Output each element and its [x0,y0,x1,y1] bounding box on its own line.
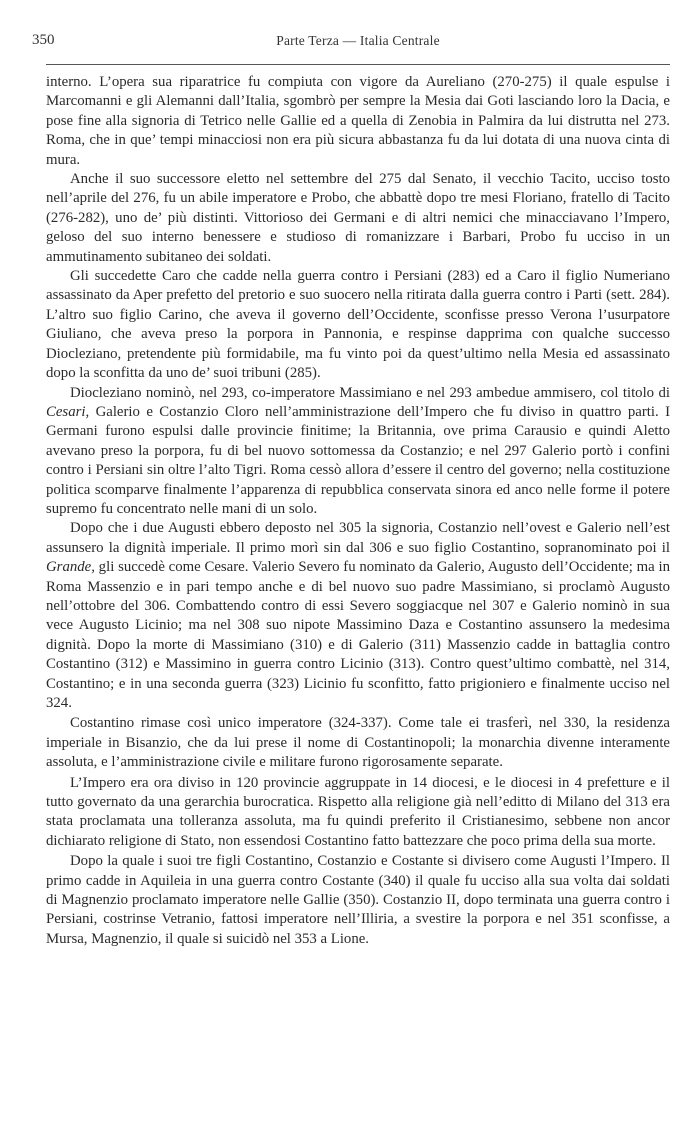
running-head [32,28,670,50]
paragraph-augusti [46,519,670,713]
header-divider [46,64,670,65]
paragraph-tacito-probo: Anche il suo successore eletto nel settembre del 275 dal Senato, il vecchio Tacito, ucciso tosto nell’aprile del 276, fu un abile imperatore e Probo, che abbattè dopo tre mesi Floriano, fratello di Tacito (276-282), uno de’ più distinti. Vittorioso dei Germani e di altri nemici che minacciavano l’Impero, geloso del suo interno benessere e studioso di romanizzare i Barbari, Probo fu ucciso in un ammutinamento subitaneo dei soldati. [46,171,670,265]
italic-term: Grande [46,559,92,576]
paragraph-caro-carino: Gli succedette Caro che cadde nella guerra contro i Persiani (283) ed a Caro il figlio Numeriano assassinato da Aper prefetto del pretorio e suo suocero nella ritirata dalla guerra contro i Parti (sett. 284). L’altro suo figlio Carino, che aveva il governo dell’Occidente, sconfisse presso Verona l’usurpatore Giuliano, che aveva preso la porpora in Pannonia, e respinse dapprima con qualche successo Diocleziano, pretendente più formidabile, ma fu vinto poi da quest’ultimo nella Mesia ed assassinato dopo la sconfitta da uno de’ suoi tribuni (285). [46,268,670,382]
text-segment: , gli succedè come Cesare. Valerio Severo fu nominato da Galerio, Augusto dell’Occidente; ma in Roma Massenzio e in pari tempo anche e di bel nuovo suo padre Massimiano, si proclamò Augusto nell’ottobre del 306. Combattendo contro di essi Severo soggiacque nel 307 e Galerio nominò in sua vece Augusto Licinio; ma nel 308 suo nipote Massimino Daza e Costantino assunsero la medesima dignità. Dopo la morte di Massimiano (310) e di Galerio (311) Massenzio cadde in battaglia contro Costantino (312) e Massimino in guerra contro Licinio (313). Contro quest’ultimo combattè, nel 314, Costantino; e in una seconda guerra (323) Licinio fu sconfitto, fatto prigioniero e finalmente ucciso nel 324. [46,559,670,711]
text-segment: Dopo che i due Augusti ebbero deposto nel 305 la signoria, Costanzio nell’ovest e Galerio nell’est assunsero la dignità imperiale. Il primo morì sin dal 306 e suo figlio Costantino, sopranominato poi il [46,520,670,556]
page-number: 350 [32,32,55,48]
text-segment: , Galerio e Costanzio Cloro nell’amministrazione dell’Impero che fu diviso in quattro parti. I Germani furono espulsi dalle provincie finitime; la Britannia, ove prima Carausio e quindi Aletto avevano preso la porpora, fu di bel nuovo sottomessa da Costanzio; e nel 297 Galerio portò i confini contro i Persiani sin oltre l’alto Tigri. Roma cessò allora d’essere il centro del governo; nella costituzione politica scomparve finalmente l’apparenza di repubblica conservata sinora ed anco nelle forme il potere supremo fu concentrato nelle mani di un solo. [46,403,670,517]
running-title: Parte Terza — Italia Centrale [276,33,440,48]
body-text [46,73,670,949]
paragraph-impero-diviso: L’Impero era ora diviso in 120 provincie aggruppate in 14 diocesi, e le diocesi in 4 prefetture e il tutto governato da una gerarchia burocratica. Rispetto alla religione già nell’editto di Milano del 313 era stata proclamata una tolleranza assoluta, ma fu quindi preferito il Cristianesimo, sebbene non ancor dichiarato religione di Stato, non essendosi Costantino fatto battezzare che poco prima della sua morte. [46,774,670,849]
italic-term: Cesari [46,403,86,420]
paragraph-diocleziano [46,384,670,520]
paragraph-costantino: Costantino rimase così unico imperatore (324-337). Come tale ei trasferì, nel 330, la residenza imperiale in Bisanzio, che da lui prese il nome di Costantinopoli; la monarchia divenne interamente assoluta, e l’amministrazione civile e militare furono rigorosamente separate. [46,715,670,771]
paragraph-figli-costantino: Dopo la quale i suoi tre figli Costantino, Costanzio e Costante si divisero come Augusti l’Impero. Il primo cadde in Aquileia in una guerra contro Costante (340) il quale fu ucciso alla sua volta dai soldati di Magnenzio proclamato imperatore nelle Gallie (350). Costanzio II, dopo terminata una guerra contro i Persiani, costrinse Vetranio, fattosi imperatore nell’Illiria, a svestire la porpora e nel 351 sconfisse, a Mursa, Magnenzio, il quale si suicidò nel 353 a Lione. [46,853,670,947]
paragraph-continuation: interno. L’opera sua riparatrice fu compiuta con vigore da Aureliano (270-275) il quale espulse i Marcomanni e gli Alemanni dall’Italia, sgombrò per sempre la Mesia dai Goti lasciando loro la Dacia, e pose fine alla signoria di Tetrico nelle Gallie ed a quella di Zenobia in Palmira da lui distrutta nel 273. Roma, che in que’ tempi minacciosi non era più sicura abbastanza fu da lui dotata di una nuova cinta di mura. [46,74,670,168]
text-segment: Diocleziano nominò, nel 293, co-imperatore Massimiano e nel 293 ambedue ammisero, col titolo di [70,384,670,401]
